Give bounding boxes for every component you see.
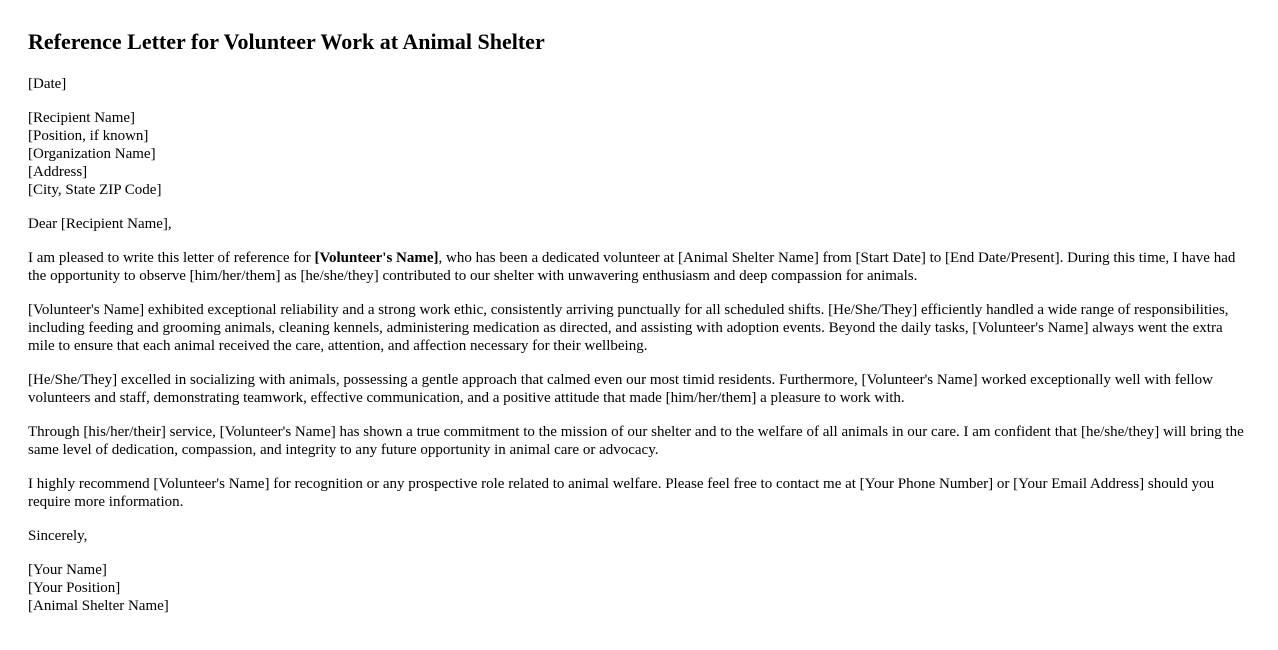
letter-body	[28, 75, 1252, 631]
letter-date: [Date]	[28, 76, 67, 92]
paragraph-socializing: [He/She/They] excelled in socializing with animals, possessing a gentle approach that calmed even our most timid residents. Furthermore, [Volunteer's Name] worked exceptionally well with fellow volunteers and staff, demonstrating teamwork, effective communication, and a positive attitude that made [him/her/them] a pleasure to work with.	[28, 372, 1214, 406]
recipient-name: [Recipient Name]	[28, 110, 136, 126]
salutation: Dear [Recipient Name],	[28, 216, 172, 232]
recipient-address: [Address]	[28, 164, 88, 180]
page-title: Reference Letter for Volunteer Work at Animal Shelter	[28, 29, 545, 54]
signature-position: [Your Position]	[28, 580, 121, 596]
signature-block	[28, 561, 1252, 615]
recipient-organization: [Organization Name]	[28, 146, 156, 162]
volunteer-name-bold: [Volunteer's Name]	[314, 250, 439, 266]
recipient-position: [Position, if known]	[28, 128, 149, 144]
paragraph-reliability: [Volunteer's Name] exhibited exceptional reliability and a strong work ethic, consistently arriving punctually for all scheduled shifts. [He/She/They] efficiently handled a wide range of responsibilities, including feeding and grooming animals, cleaning kennels, administering medication as directed, and assisting with adoption events. Beyond the daily tasks, [Volunteer's Name] always went the extra mile to ensure that each animal received the care, attention, and affection necessary for their wellbeing.	[28, 302, 1229, 354]
recipient-block	[28, 109, 1252, 199]
paragraph-commitment: Through [his/her/their] service, [Volunteer's Name] has shown a true commitment to the mission of our shelter and to the welfare of all animals in our care. I am confident that [he/she/they] will bring the same level of dedication, compassion, and integrity to any future opportunity in animal care or advocacy.	[28, 424, 1244, 458]
recipient-city-state-zip: [City, State ZIP Code]	[28, 182, 162, 198]
closing: Sincerely,	[28, 528, 88, 544]
signature-organization: [Animal Shelter Name]	[28, 598, 169, 614]
paragraph-recommendation: I highly recommend [Volunteer's Name] for recognition or any prospective role related to animal welfare. Please feel free to contact me at [Your Phone Number] or [Your Email Address] should you require more information.	[28, 476, 1215, 510]
paragraph-intro	[28, 249, 1252, 285]
paragraph-intro-after: , who has been a dedicated volunteer at [Animal Shelter Name] from [Start Date] to [End Date/Present]. During this time, I have had the opportunity to observe [him/her/them] as [he/she/they] contributed to our shelter with unwavering enthusiasm and deep compassion for animals.	[28, 250, 1236, 284]
signature-name: [Your Name]	[28, 562, 107, 578]
paragraph-intro-before: I am pleased to write this letter of reference for	[28, 250, 315, 266]
